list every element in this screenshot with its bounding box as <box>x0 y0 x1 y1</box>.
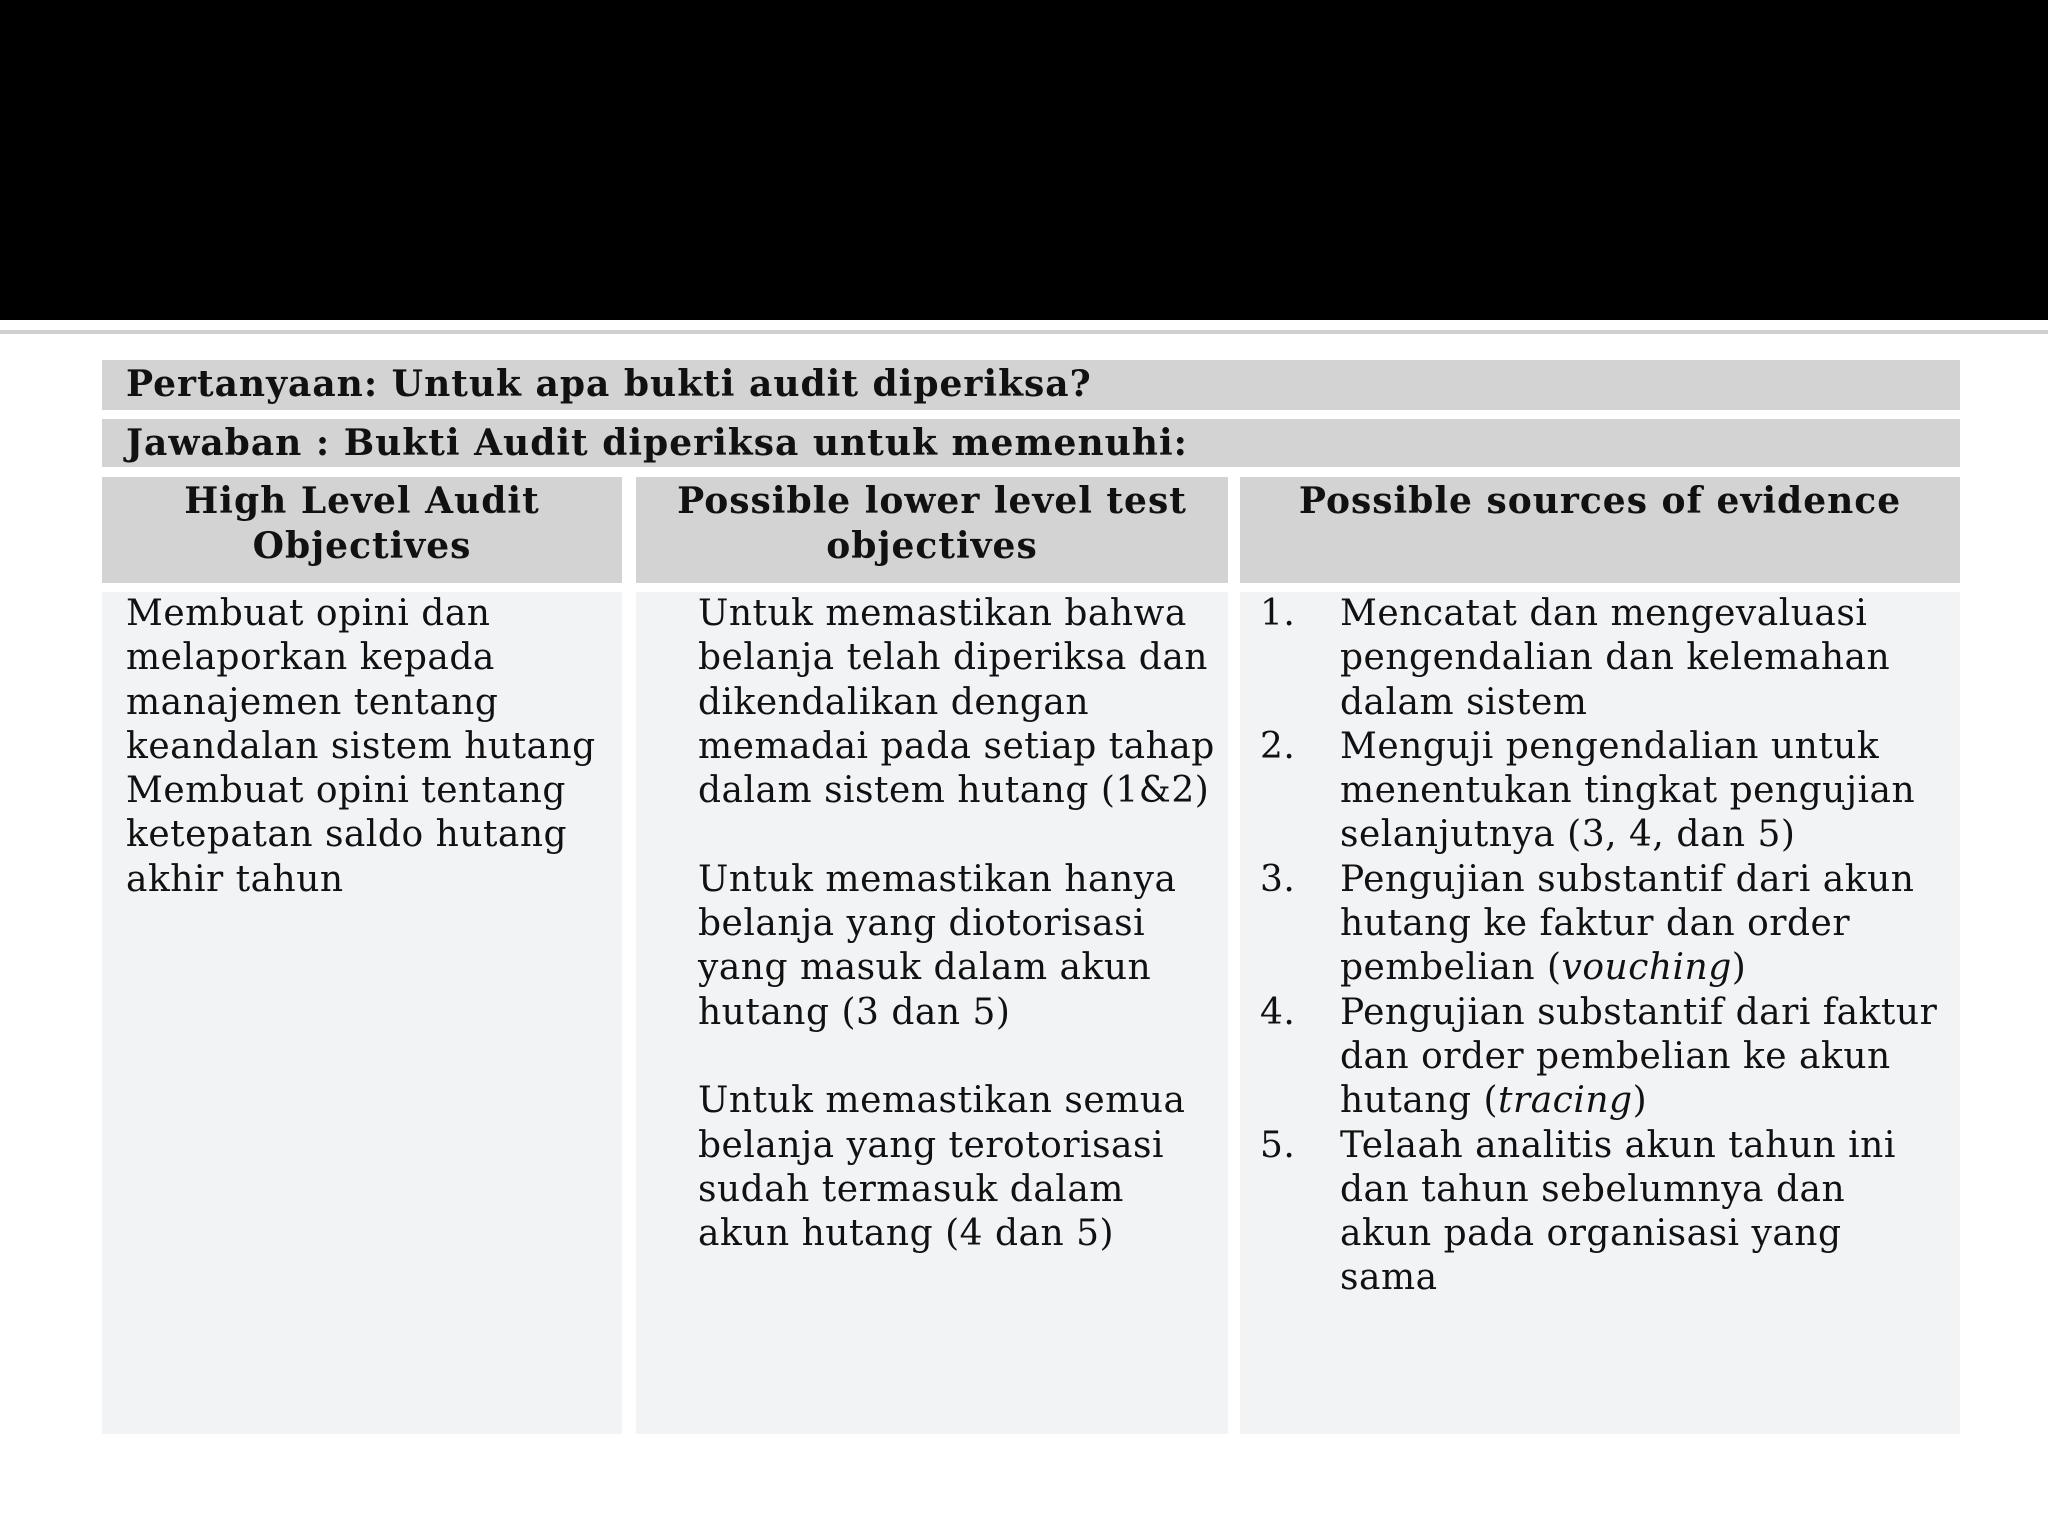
header-line: Possible sources of evidence <box>1298 480 1902 522</box>
header-line: objectives <box>826 525 1038 567</box>
header-line: High Level Audit <box>184 480 540 522</box>
high-level-objectives-cell <box>102 592 622 1434</box>
list-item <box>1260 592 1946 725</box>
header-high-level-objectives <box>102 477 622 583</box>
objective-text: Membuat opini tentang ketepatan saldo hutang akhir tahun <box>126 770 568 900</box>
question-bar <box>102 360 1960 410</box>
list-item-text: Telaah analitis akun tahun ini dan tahun sebelumnya dan akun pada organisasi yang sama <box>1340 1124 1896 1299</box>
list-number: 2. <box>1260 725 1296 767</box>
sources-of-evidence-cell <box>1240 592 1960 1434</box>
test-objective-text: Untuk memastikan hanya belanja yang diotorisasi yang masuk dalam akun hutang (3 dan 5) <box>698 858 1177 1033</box>
list-item-text: Pengujian substantif dari akun hutang ke faktur dan order pembelian ( <box>1340 858 1915 989</box>
lower-level-objectives-cell <box>636 592 1228 1434</box>
header-sources-of-evidence <box>1240 477 1960 583</box>
answer-text: Jawaban : Bukti Audit diperiksa untuk memenuhi: <box>126 422 1188 464</box>
list-number: 5. <box>1260 1124 1296 1166</box>
list-item-text-wrap <box>1340 858 1946 991</box>
list-item-text-wrap <box>1340 991 1946 1124</box>
list-item-text: Pengujian substantif dari faktur dan order pembelian ke akun hutang ( <box>1340 991 1938 1122</box>
list-item-text: Mencatat dan mengevaluasi pengendalian dan kelemahan dalam sistem <box>1340 593 1891 723</box>
list-number: 4. <box>1260 991 1296 1033</box>
list-item-text: Menguji pengendalian untuk menentukan tingkat pengujian selanjutnya (3, 4, dan 5) <box>1340 725 1916 856</box>
test-objective-text: Untuk memastikan bahwa belanja telah diperiksa dan dikendalikan dengan memadai pada setiap tahap dalam sistem hutang (1&2) <box>698 593 1215 812</box>
list-item <box>1260 991 1946 1124</box>
test-objective-text: Untuk memastikan semua belanja yang terotorisasi sudah termasuk dalam akun hutang (4 dan 5) <box>698 1080 1186 1255</box>
header-line: Possible lower level test <box>677 480 1187 522</box>
evidence-list <box>1240 592 1960 1301</box>
list-number: 1. <box>1260 593 1296 634</box>
list-item <box>1260 1124 1946 1301</box>
answer-bar <box>102 419 1960 467</box>
objective-text: Membuat opini dan melaporkan kepada manajemen tentang keandalan sistem hutang <box>126 593 596 767</box>
header-lower-level-objectives <box>636 477 1228 583</box>
list-item <box>1260 858 1946 991</box>
divider-rule <box>0 330 2048 334</box>
list-item-emphasis: tracing <box>1498 1080 1633 1122</box>
list-item-text-end: ) <box>1632 1080 1648 1122</box>
list-item <box>1260 725 1946 858</box>
header-line: Objectives <box>252 525 472 567</box>
question-text: Pertanyaan: Untuk apa bukti audit diperiksa? <box>126 363 1092 405</box>
list-item-emphasis: vouching <box>1561 947 1732 989</box>
list-item-text-end: ) <box>1731 947 1747 989</box>
list-number: 3. <box>1260 858 1296 900</box>
slide-title-band <box>0 0 2048 320</box>
